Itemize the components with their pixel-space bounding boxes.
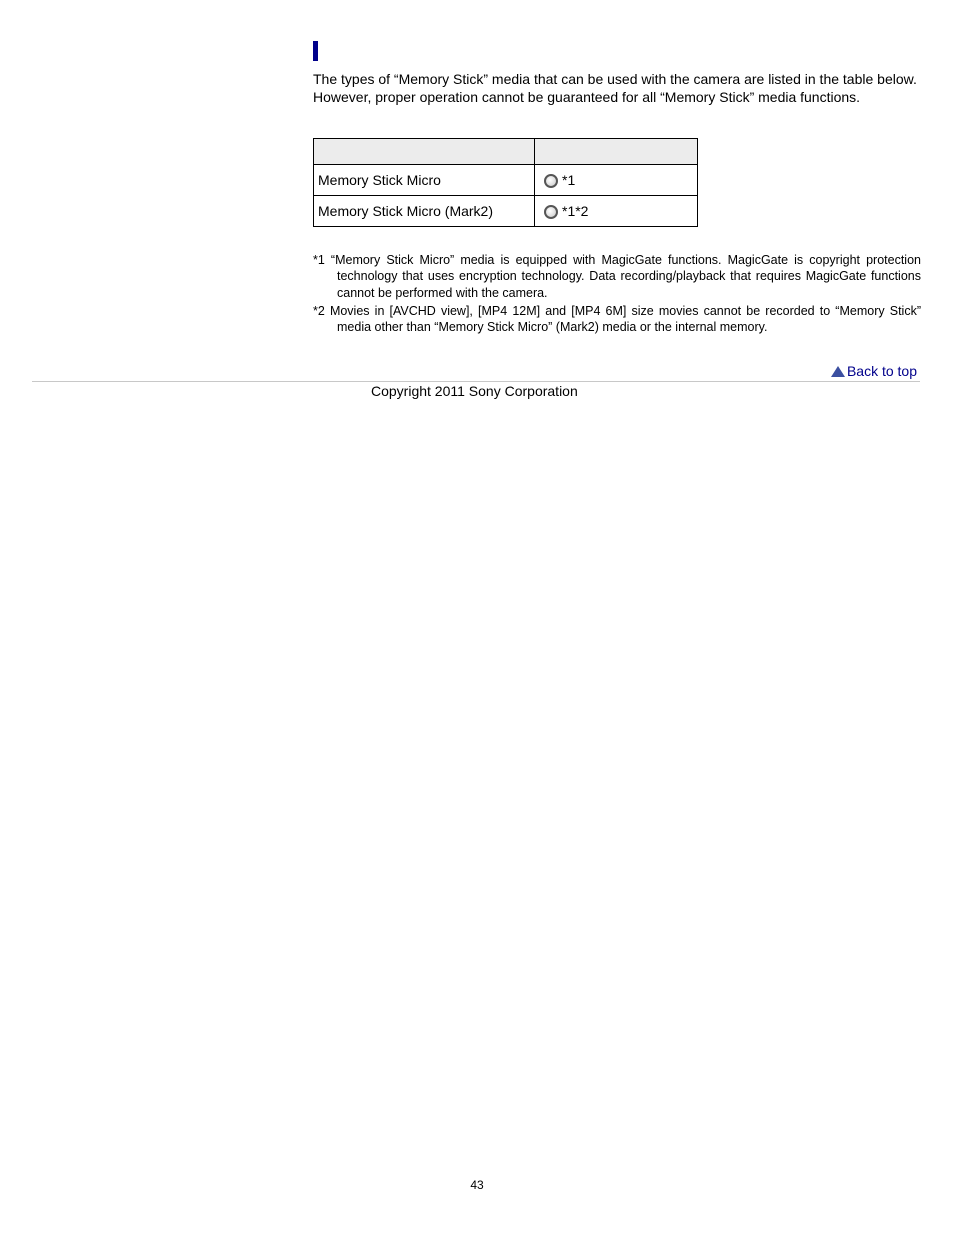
table-header-row xyxy=(314,139,698,165)
footnote-1: *1 “Memory Stick Micro” media is equipped with MagicGate functions. MagicGate is copyright protection technology that uses encryption technology. Data recording/playback that requires MagicGate functions cannot be performed with the camera. xyxy=(313,253,921,300)
back-to-top-link[interactable] xyxy=(831,363,917,379)
heading-marker xyxy=(313,41,318,61)
circle-icon xyxy=(544,205,558,219)
media-compatibility-table xyxy=(313,138,698,227)
copyright: Copyright 2011 Sony Corporation xyxy=(371,383,578,399)
footnote-ref: *1*2 xyxy=(562,203,589,219)
divider xyxy=(32,381,920,382)
compatibility-cell xyxy=(535,196,698,227)
back-to-top-label: Back to top xyxy=(846,363,917,379)
intro-paragraph: The types of “Memory Stick” media that can be used with the camera are listed in the table below. However, proper operation cannot be guaranteed for all “Memory Stick” media functions. xyxy=(313,71,917,105)
table-row xyxy=(314,165,698,196)
table-header-cell xyxy=(314,139,535,165)
footnote-2: *2 Movies in [AVCHD view], [MP4 12M] and [MP4 6M] size movies cannot be recorded to “Memory Stick” media other than “Memory Stick Micro” (Mark2) media or the internal memory. xyxy=(313,303,921,335)
compatibility-cell xyxy=(535,165,698,196)
media-name-cell: Memory Stick Micro xyxy=(314,165,535,196)
table-row xyxy=(314,196,698,227)
footnotes xyxy=(313,252,921,337)
page-number: 43 xyxy=(470,1178,484,1192)
triangle-up-icon xyxy=(831,366,845,377)
circle-icon xyxy=(544,174,558,188)
footnote-ref: *1 xyxy=(562,172,576,188)
media-name-cell: Memory Stick Micro (Mark2) xyxy=(314,196,535,227)
table-header-cell xyxy=(535,139,698,165)
